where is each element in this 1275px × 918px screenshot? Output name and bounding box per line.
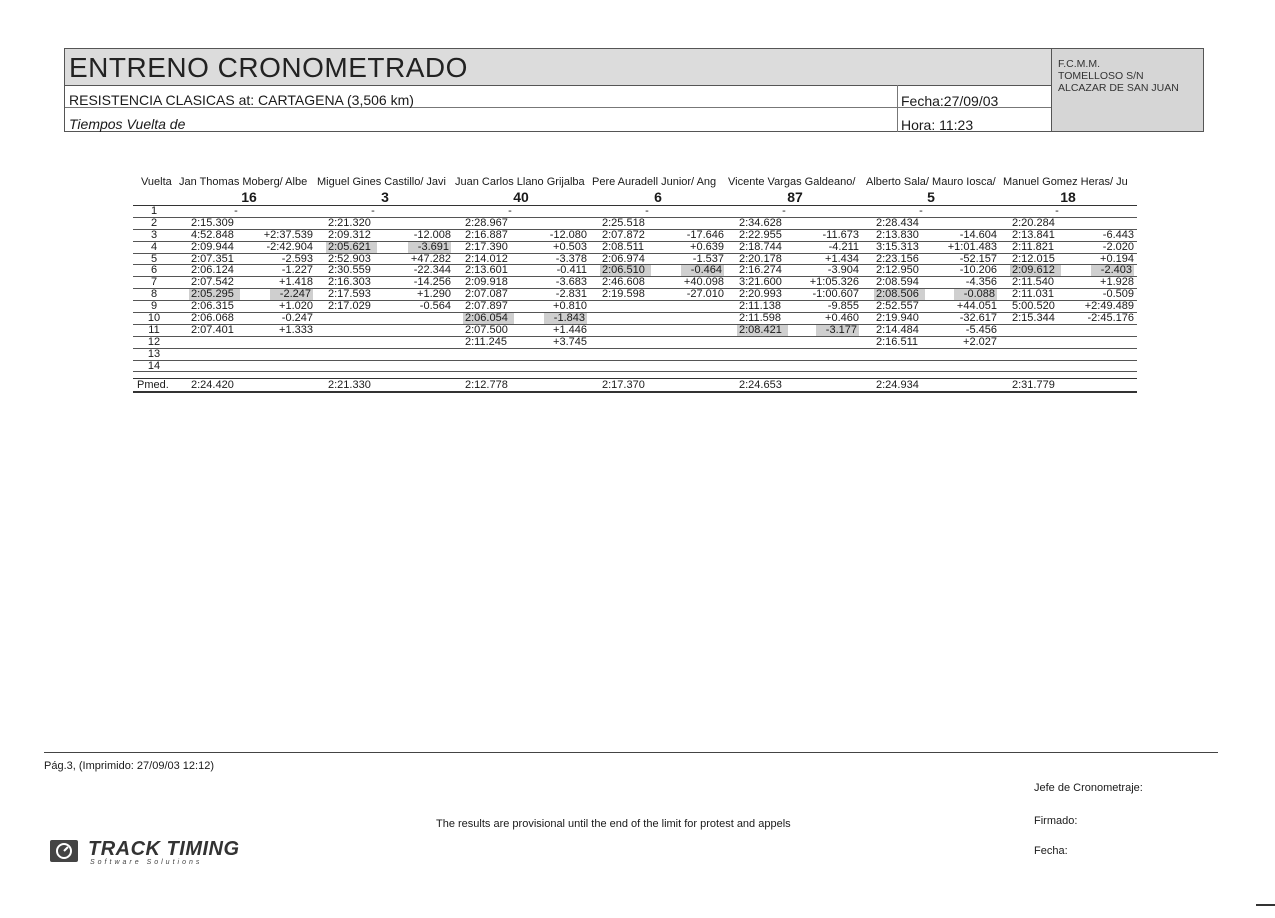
rider-number-header: 16: [241, 189, 257, 205]
rider-name-header: Juan Carlos Llano Grijalba: [455, 176, 585, 188]
lap-time-cell: 2:11.598: [739, 312, 782, 325]
report-title: ENTRENO CRONOMETRADO: [69, 52, 468, 83]
lap-times-table: [133, 176, 1137, 393]
lap-gap-cell: +0.810: [553, 300, 587, 313]
lap-time-cell: 2:22.955: [739, 228, 782, 241]
lap-row: [133, 337, 1137, 349]
lap-time-cell: 2:52.557: [876, 300, 919, 313]
lap-gap-cell: -11.673: [822, 228, 859, 241]
lap-number: 11: [148, 323, 160, 336]
page-edge-mark: [1256, 904, 1275, 906]
lap-time-cell: 2:07.500: [465, 323, 508, 336]
lap-time-cell: 2:13.830: [876, 228, 919, 241]
lap-gap-cell: -52.157: [959, 252, 997, 265]
footer-date-label: Fecha:: [1034, 845, 1068, 857]
rider-names-header: [133, 176, 1137, 190]
rider-name-header: Miguel Gines Castillo/ Javi: [317, 176, 446, 188]
lap-gap-cell: +1:01.483: [947, 240, 997, 253]
lap-time-cell: 2:46.608: [602, 276, 645, 289]
lap-number: 3: [150, 228, 158, 241]
session-time: Hora: 11:23: [901, 117, 974, 133]
lap-time-cell: 2:20.284: [1012, 216, 1055, 229]
lap-gap-cell: -0.509: [1102, 288, 1134, 301]
average-time-cell: 2:21.330: [328, 379, 371, 392]
lap-time-cell: 3:21.600: [739, 276, 782, 289]
lap-gap-cell: -0.247: [281, 312, 313, 325]
average-row: [133, 378, 1137, 393]
lap-number: 5: [150, 252, 158, 265]
lap-gap-cell: +2:49.489: [1084, 300, 1134, 313]
lap-gap-cell: -22.344: [413, 264, 451, 277]
rider-name-header: Pere Auradell Junior/ Ang: [592, 176, 717, 188]
footer-divider: [44, 752, 1218, 753]
lap-time-cell: 2:23.156: [876, 252, 919, 265]
lap-row: [133, 242, 1137, 254]
lap-time-cell: 2:08.506: [874, 289, 925, 300]
lap-time-cell: -: [371, 205, 375, 217]
average-time-cell: 2:24.420: [191, 379, 234, 392]
lap-time-cell: 2:17.593: [328, 288, 371, 301]
lap-time-cell: 2:11.138: [739, 300, 782, 313]
lap-gap-cell: -0.564: [419, 300, 451, 313]
lap-gap-cell: +1.020: [279, 300, 313, 313]
lap-gap-cell: +3.745: [553, 335, 587, 348]
lap-gap-cell: -27.010: [686, 288, 724, 301]
title-band: [65, 49, 1051, 86]
logo-subtext: Software Solutions: [90, 859, 203, 866]
lap-time-cell: 2:05.295: [189, 289, 240, 300]
lap-time-cell: 2:14.012: [465, 252, 508, 265]
lap-time-cell: 2:17.390: [465, 240, 508, 253]
lap-gap-cell: +1:05.326: [809, 276, 859, 289]
lap-time-cell: 5:00.520: [1012, 300, 1055, 313]
lap-gap-cell: -3.683: [555, 276, 587, 289]
lap-time-cell: 2:08.511: [602, 240, 645, 253]
lap-time-cell: -: [919, 205, 923, 217]
lap-time-cell: 2:07.872: [602, 228, 645, 241]
average-time-cell: 2:17.370: [602, 379, 645, 392]
lap-time-cell: 2:21.320: [328, 216, 371, 229]
lap-gap-cell: +2:37.539: [263, 228, 313, 241]
rider-number-header: 87: [787, 189, 803, 205]
lap-number: 1: [150, 205, 158, 217]
lap-gap-cell: +44.051: [956, 300, 997, 313]
lap-number: 10: [147, 312, 161, 325]
lap-gap-cell: -10.206: [959, 264, 997, 277]
stopwatch-logo-icon: [50, 840, 78, 862]
lap-gap-cell: -5.456: [965, 323, 997, 336]
rider-name-header: Vicente Vargas Galdeano/: [728, 176, 856, 188]
lap-time-cell: 2:09.612: [1010, 265, 1061, 276]
lap-time-cell: 2:05.621: [326, 242, 377, 253]
lap-number: 6: [150, 264, 158, 277]
session-date: Fecha:27/09/03: [901, 93, 999, 109]
lap-time-cell: 2:11.031: [1012, 288, 1055, 301]
page-info: Pág.3, (Imprimido: 27/09/03 12:12): [44, 760, 214, 772]
lap-time-cell: 2:06.315: [191, 300, 234, 313]
lap-time-cell: -: [234, 205, 238, 217]
lap-gap-cell: -32.617: [959, 312, 997, 325]
lap-time-cell: 2:06.124: [191, 264, 234, 277]
lap-gap-cell: -4.356: [965, 276, 997, 289]
lap-time-cell: 2:20.993: [739, 288, 782, 301]
lap-gap-cell: -2.247: [270, 289, 313, 300]
lap-time-cell: 2:25.518: [602, 216, 645, 229]
provisional-disclaimer: The results are provisional until the end of the limit for protest and appels: [436, 818, 791, 830]
lap-gap-cell: -2.831: [555, 288, 587, 301]
lap-gap-cell: +1.333: [279, 323, 313, 336]
rider-number-header: 5: [927, 189, 935, 205]
lap-number: 12: [147, 335, 161, 348]
lap-gap-cell: +0.194: [1100, 252, 1134, 265]
lap-gap-cell: +1.434: [825, 252, 859, 265]
lap-time-cell: 2:08.421: [737, 325, 788, 336]
lap-number: 14: [147, 359, 161, 372]
average-time-cell: 2:12.778: [465, 379, 508, 392]
lap-row: [133, 230, 1137, 242]
lap-time-cell: 2:09.312: [328, 228, 371, 241]
lap-time-cell: 2:08.594: [876, 276, 919, 289]
organizer-line: ALCAZAR DE SAN JUAN: [1058, 82, 1179, 94]
lap-time-cell: 2:09.918: [465, 276, 508, 289]
rider-number-header: 3: [381, 189, 389, 205]
lap-number: 8: [150, 288, 158, 301]
lap-time-cell: 2:28.434: [876, 216, 919, 229]
lap-time-cell: 2:16.511: [876, 335, 919, 348]
lap-time-cell: 2:06.510: [600, 265, 651, 276]
lap-gap-cell: -1.227: [281, 264, 313, 277]
rider-number-header: 40: [513, 189, 529, 205]
lap-time-cell: 2:06.974: [602, 252, 645, 265]
lap-column-header: Vuelta: [141, 176, 172, 188]
lap-gap-cell: +1.418: [279, 276, 313, 289]
lap-time-cell: 2:13.601: [465, 264, 508, 277]
organizer-line: F.C.M.M.: [1058, 58, 1100, 70]
lap-time-cell: 2:16.274: [739, 264, 782, 277]
lap-gap-cell: +2.027: [963, 335, 997, 348]
report-header: [64, 48, 1204, 132]
lap-gap-cell: -2:42.904: [266, 240, 313, 253]
rider-number-header: 18: [1060, 189, 1076, 205]
lap-number: 2: [150, 216, 158, 229]
lap-time-cell: 2:06.054: [463, 313, 514, 324]
header-vertical-divider: [897, 85, 898, 132]
lap-gap-cell: -0.088: [954, 289, 997, 300]
lap-time-cell: 2:19.598: [602, 288, 645, 301]
lap-time-cell: 2:16.303: [328, 276, 371, 289]
rider-name-header: Manuel Gomez Heras/ Ju: [1003, 176, 1128, 188]
track-timing-logo: [50, 838, 250, 868]
lap-gap-cell: -17.646: [686, 228, 724, 241]
lap-time-cell: -: [782, 205, 786, 217]
lap-gap-cell: -4.211: [828, 240, 859, 253]
lap-gap-cell: +0.503: [553, 240, 587, 253]
lap-gap-cell: -14.256: [413, 276, 451, 289]
lap-time-cell: 2:28.967: [465, 216, 508, 229]
rider-name-header: Alberto Sala/ Mauro Iosca/: [866, 176, 996, 188]
lap-time-cell: -: [645, 205, 649, 217]
lap-gap-cell: -2.020: [1102, 240, 1134, 253]
lap-time-cell: 2:07.351: [191, 252, 234, 265]
lap-time-cell: 2:07.087: [465, 288, 508, 301]
lap-gap-cell: -12.080: [549, 228, 587, 241]
lap-gap-cell: +1.290: [417, 288, 451, 301]
lap-time-cell: 2:11.821: [1012, 240, 1055, 253]
lap-gap-cell: +1.928: [1100, 276, 1134, 289]
lap-number: 9: [150, 300, 158, 313]
lap-number: 13: [147, 347, 161, 360]
lap-gap-cell: -2.593: [281, 252, 313, 265]
lap-row: [133, 325, 1137, 337]
lap-gap-cell: -3.378: [555, 252, 587, 265]
lap-time-cell: 2:09.944: [191, 240, 234, 253]
lap-time-cell: 2:14.484: [876, 323, 919, 336]
lap-gap-cell: -2.403: [1091, 265, 1134, 276]
lap-gap-cell: -9.855: [827, 300, 859, 313]
lap-gap-cell: -0.464: [681, 265, 724, 276]
lap-gap-cell: -1.537: [692, 252, 724, 265]
lap-time-cell: 2:15.344: [1012, 312, 1055, 325]
lap-gap-cell: -3.691: [408, 242, 451, 253]
lap-time-cell: 2:11.245: [465, 335, 508, 348]
lap-time-cell: 2:34.628: [739, 216, 782, 229]
lap-time-cell: 2:30.559: [328, 264, 371, 277]
organizer-line: TOMELLOSO S/N: [1058, 70, 1144, 82]
lap-gap-cell: -3.904: [827, 264, 859, 277]
lap-row: [133, 349, 1137, 361]
lap-time-cell: 3:15.313: [876, 240, 919, 253]
lap-gap-cell: -6.443: [1102, 228, 1134, 241]
lap-time-cell: 4:52.848: [191, 228, 234, 241]
lap-time-cell: 2:12.950: [876, 264, 919, 277]
lap-row: [133, 361, 1137, 373]
rider-numbers-header: [133, 190, 1137, 206]
rider-name-header: Jan Thomas Moberg/ Albe: [179, 176, 308, 188]
lap-gap-cell: -1.843: [544, 313, 587, 324]
lap-time-cell: 2:15.309: [191, 216, 234, 229]
average-label: Pmed.: [137, 379, 169, 392]
lap-time-cell: 2:20.178: [739, 252, 782, 265]
average-time-cell: 2:24.934: [876, 379, 919, 392]
lap-time-cell: 2:07.897: [465, 300, 508, 313]
lap-gap-cell: +0.460: [825, 312, 859, 325]
lap-gap-cell: +47.282: [410, 252, 451, 265]
lap-time-cell: 2:06.068: [191, 312, 234, 325]
signed-label: Firmado:: [1034, 815, 1078, 827]
lap-time-cell: 2:11.540: [1012, 276, 1055, 289]
lap-number: 7: [150, 276, 158, 289]
lap-time-cell: -: [1055, 205, 1059, 217]
lap-rows: [133, 206, 1137, 372]
chief-timekeeper-label: Jefe de Cronometraje:: [1034, 782, 1143, 794]
average-time-cell: 2:24.653: [739, 379, 782, 392]
lap-time-cell: 2:07.542: [191, 276, 234, 289]
laps-label: Tiempos Vuelta de: [69, 116, 186, 132]
lap-time-cell: 2:12.015: [1012, 252, 1055, 265]
lap-gap-cell: +0.639: [690, 240, 724, 253]
lap-time-cell: 2:07.401: [191, 323, 234, 336]
lap-number: 4: [150, 240, 158, 253]
lap-gap-cell: -14.604: [959, 228, 997, 241]
event-subtitle: RESISTENCIA CLASICAS at: CARTAGENA (3,506 km): [69, 92, 414, 108]
lap-gap-cell: -1:00.607: [812, 288, 859, 301]
lap-gap-cell: -0.411: [556, 264, 587, 277]
average-time-cell: 2:31.779: [1012, 379, 1055, 392]
lap-row: [133, 218, 1137, 230]
lap-time-cell: 2:19.940: [876, 312, 919, 325]
lap-time-cell: 2:52.903: [328, 252, 371, 265]
lap-gap-cell: -2:45.176: [1087, 312, 1134, 325]
lap-gap-cell: -12.008: [413, 228, 451, 241]
logo-text: TRACK TIMING: [88, 838, 240, 860]
lap-time-cell: 2:18.744: [739, 240, 782, 253]
lap-gap-cell: +1.446: [553, 323, 587, 336]
organizer-box: [1051, 49, 1203, 131]
lap-gap-cell: +40.098: [683, 276, 724, 289]
lap-time-cell: 2:16.887: [465, 228, 508, 241]
lap-time-cell: 2:17.029: [328, 300, 371, 313]
lap-time-cell: -: [508, 205, 512, 217]
lap-time-cell: 2:13.841: [1012, 228, 1055, 241]
rider-number-header: 6: [654, 189, 662, 205]
lap-gap-cell: -3.177: [816, 325, 859, 336]
